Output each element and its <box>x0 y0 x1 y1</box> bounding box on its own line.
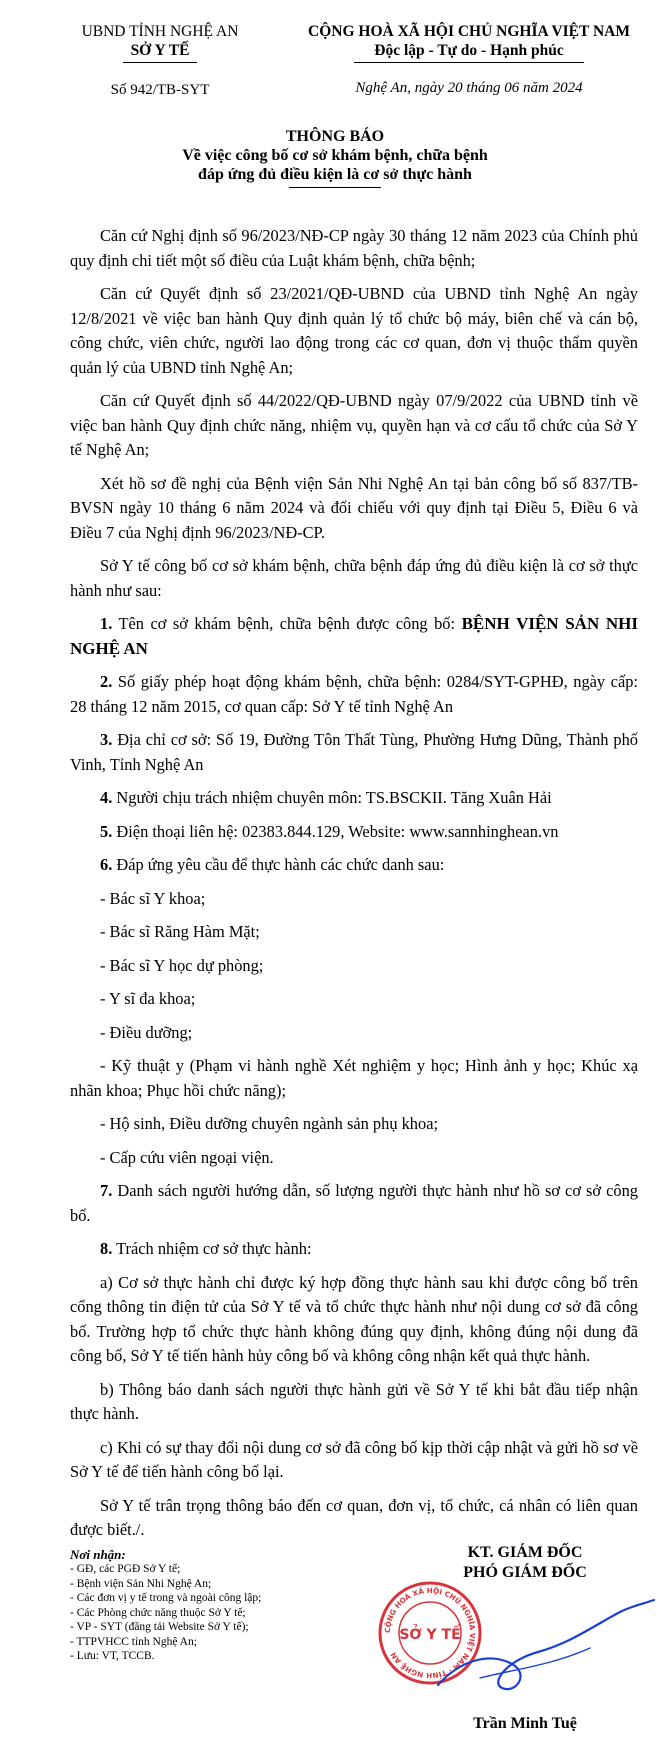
item-4 <box>70 786 638 811</box>
item-1-number: 1. <box>100 614 113 633</box>
practice-title-item: - Điều dưỡng; <box>100 1022 193 1042</box>
item-2 <box>70 670 638 719</box>
recipient-item: - VP - SYT (đăng tải Website Sở Y tế); <box>70 1621 249 1633</box>
recipient-item: - TTPVHCC tỉnh Nghệ An; <box>70 1635 197 1648</box>
item-3-number: 3. <box>100 730 113 749</box>
item-1 <box>70 612 638 661</box>
recipient-item: - Các Phòng chức năng thuộc Sở Y tế; <box>70 1606 246 1619</box>
motto-underline <box>354 62 584 63</box>
consideration-paragraph: Xét hồ sơ đề nghị của Bệnh viện Sản Nhi Nghệ An tại bản công bố số 837/TB-BVSN ngày 10 tháng 6 năm 2024 và đối chiếu với quy định tại Điều 5, Điều 6 và Điều 7 của Nghị định 96/2023/NĐ-CP. <box>70 473 638 542</box>
issuer-underline <box>123 62 197 63</box>
practice-title-item: - Kỹ thuật y (Phạm vi hành nghề Xét nghiệm y học; Hình ảnh y học; Khúc xạ nhãn khoa; Phục hồi chức năng); <box>70 1056 638 1100</box>
document-kind: THÔNG BÁO <box>285 128 385 145</box>
subject-line-2: đáp ứng đủ điều kiện là cơ sở thực hành <box>198 166 472 183</box>
item-3 <box>70 728 638 777</box>
item-6 <box>70 853 638 878</box>
recipients-title: Nơi nhận: <box>70 1547 126 1562</box>
item-7-number: 7. <box>100 1181 113 1200</box>
document-title <box>60 127 610 188</box>
item-5-text: Điện thoại liên hệ: 02383.844.129, Website: www.sannhinghean.vn <box>116 821 559 841</box>
item-4-text: Người chịu trách nhiệm chuyên môn: TS.BSCKII. Tăng Xuân Hải <box>116 788 552 807</box>
document-date: Nghệ An, ngày 20 tháng 06 năm 2024 <box>355 80 583 96</box>
item-1-text: Tên cơ sở khám bệnh, chữa bệnh được công bố: <box>118 614 456 633</box>
nation-title: CỘNG HOÀ XÃ HỘI CHỦ NGHĨA VIỆT NAM <box>308 23 630 40</box>
nation-motto: Độc lập - Tự do - Hạnh phúc <box>374 42 564 59</box>
item-8b: b) Thông báo danh sách người thực hành gửi về Sở Y tế khi bắt đầu tiếp nhận thực hành. <box>70 1379 638 1423</box>
closing-paragraph: Sở Y tế trân trọng thông báo đến cơ quan, đơn vị, tổ chức, cá nhân có liên quan được biết./. <box>70 1495 638 1539</box>
issuer-block <box>48 22 272 100</box>
facility-name: BỆNH VIỆN SẢN NHI NGHỆ AN <box>70 614 638 658</box>
national-block <box>284 22 654 98</box>
subject-line-1: Về việc công bố cơ sở khám bệnh, chữa bệnh <box>182 147 488 164</box>
signature-block <box>400 1543 650 1583</box>
item-8a: a) Cơ sở thực hành chỉ được ký hợp đồng thực hành sau khi được công bố trên cổng thông tin điện tử của Sở Y tế và tổ chức thực hành như nội dung cơ sở đã công bố. Trường hợp tổ chức thực hành không đúng quy định, không đúng nội dung đã công bố, Sở Y tế tiến hành hủy công bố và không công nhận kết quả thực hành. <box>70 1272 638 1365</box>
practice-title-item: - Bác sĩ Răng Hàm Mặt; <box>100 922 260 941</box>
signature-authority: KT. GIÁM ĐỐC <box>467 1544 583 1561</box>
item-6-text: Đáp ứng yêu cầu để thực hành các chức danh sau: <box>116 855 445 874</box>
item-8-number: 8. <box>100 1239 113 1258</box>
issuer-name: SỞ Y TẾ <box>130 42 190 59</box>
practice-title-item: - Hộ sinh, Điều dưỡng chuyên ngành sản phụ khoa; <box>100 1114 439 1133</box>
recipient-item: - Lưu: VT, TCCB. <box>70 1650 155 1662</box>
svg-text:CỘNG HOÀ XÃ HỘI CHỦ NGHĨA VIỆT: CỘNG HOÀ XÃ HỘI CHỦ NGHĨA VIỆT NAM · TỈNH NGHỆ AN <box>382 1585 478 1681</box>
basis-paragraph-3: Căn cứ Quyết định số 44/2022/QĐ-UBND ngày 07/9/2022 của UBND tỉnh về việc ban hành Quy định chức năng, nhiệm vụ, quyền hạn và cơ cấu tổ chức của Sở Y tế Nghệ An; <box>70 391 638 459</box>
item-5 <box>70 820 638 845</box>
item-7-text: Danh sách người hướng dẫn, số lượng người thực hành như hồ sơ cơ sở công bố. <box>70 1181 638 1225</box>
signer-name: Trần Minh Tuệ <box>473 1715 577 1732</box>
item-8 <box>70 1237 638 1262</box>
svg-text:SỞ Y TẾ: SỞ Y TẾ <box>399 1627 461 1643</box>
basis-paragraph-2: Căn cứ Quyết định số 23/2021/QĐ-UBND của UBND tỉnh Nghệ An ngày 12/8/2021 về việc ban hành Quy định quản lý tổ chức bộ máy, biên chế và cán bộ, công chức, viên chức, người lao động trong các cơ quan, đơn vị thuộc thẩm quyền quản lý của UBND tỉnh Nghệ An; <box>70 284 638 377</box>
handwritten-signature-icon <box>420 1590 660 1710</box>
recipients-block <box>70 1547 370 1664</box>
practice-title-item: - Bác sĩ Y học dự phòng; <box>100 955 264 975</box>
recipient-item: - GĐ, các PGĐ Sở Y tế; <box>70 1563 181 1575</box>
item-2-text: Số giấy phép hoạt động khám bệnh, chữa bệnh: 0284/SYT-GPHĐ, ngày cấp: 28 tháng 12 năm 2015, cơ quan cấp: Sở Y tế tỉnh Nghệ An <box>70 672 638 716</box>
recipient-item: - Các đơn vị y tế trong và ngoài công lập; <box>70 1592 262 1604</box>
document-number: Số 942/TB-SYT <box>110 82 210 98</box>
item-7 <box>70 1179 638 1228</box>
item-8-text: Trách nhiệm cơ sở thực hành: <box>116 1239 312 1258</box>
practice-title-item: - Bác sĩ Y khoa; <box>100 888 206 908</box>
item-5-number: 5. <box>100 821 113 841</box>
item-2-number: 2. <box>100 672 113 691</box>
practice-title-item: - Cấp cứu viên ngoại viện. <box>100 1147 274 1167</box>
practice-title-item: - Y sĩ đa khoa; <box>100 989 196 1008</box>
signature-position: PHÓ GIÁM ĐỐC <box>463 1564 587 1581</box>
item-6-number: 6. <box>100 855 113 874</box>
item-8c: c) Khi có sự thay đổi nội dung cơ sở đã công bố kịp thời cập nhật và gửi hồ sơ về Sở Y tế để tiến hành công bố lại. <box>70 1437 638 1481</box>
announcement-paragraph: Sở Y tế công bố cơ sở khám bệnh, chữa bệnh đáp ứng đủ điều kiện là cơ sở thực hành như sau: <box>70 556 638 600</box>
title-underline <box>289 187 381 188</box>
recipient-item: - Bệnh viện Sản Nhi Nghệ An; <box>70 1577 212 1590</box>
issuer-parent: UBND TỈNH NGHỆ AN <box>81 23 239 40</box>
item-3-text: Địa chỉ cơ sở: Số 19, Đường Tôn Thất Tùng, Phường Hưng Dũng, Thành phố Vinh, Tỉnh Nghệ An <box>70 730 638 774</box>
basis-paragraph-1: Căn cứ Nghị định số 96/2023/NĐ-CP ngày 30 tháng 12 năm 2023 của Chính phủ quy định chi tiết một số điều của Luật khám bệnh, chữa bệnh; <box>70 226 638 270</box>
item-4-number: 4. <box>100 788 113 807</box>
document-body <box>70 224 638 1552</box>
